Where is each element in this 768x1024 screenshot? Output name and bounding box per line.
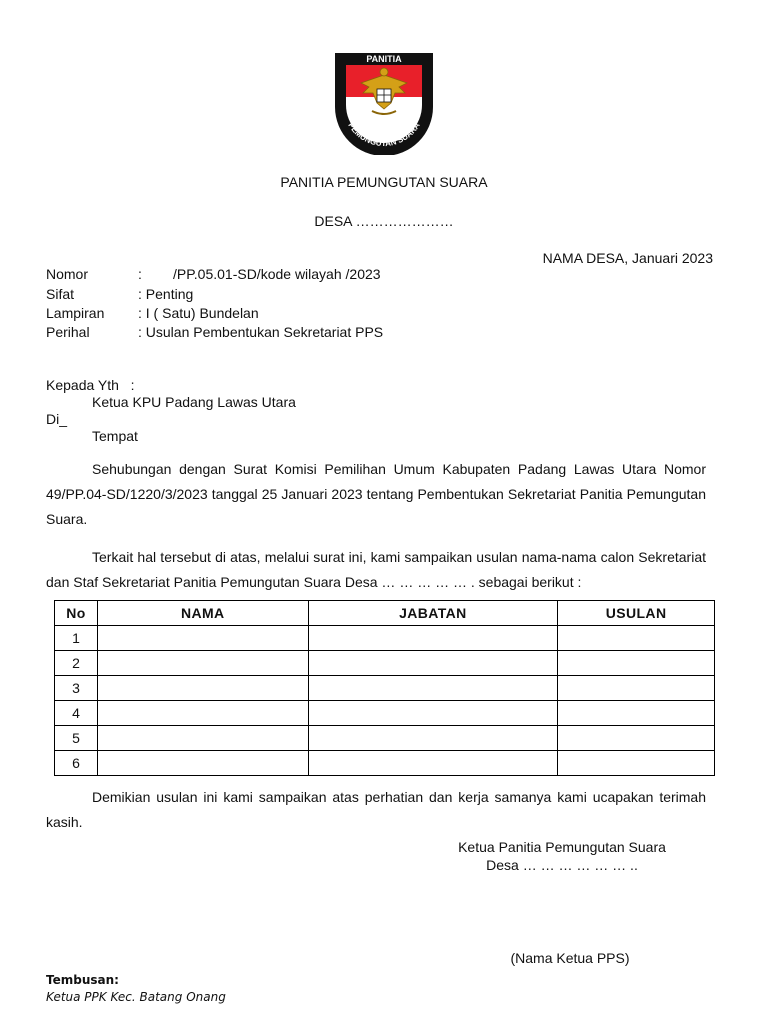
recipient-label: Kepada Yth : xyxy=(46,377,135,393)
cell-no: 5 xyxy=(55,726,98,751)
cell-jabatan xyxy=(308,726,558,751)
cell-no: 4 xyxy=(55,701,98,726)
header-no: No xyxy=(55,601,98,626)
table-row xyxy=(55,751,715,776)
proposal-table xyxy=(54,600,715,776)
cell-usulan xyxy=(558,726,715,751)
table-header-row xyxy=(55,601,715,626)
paragraph-proposal xyxy=(46,545,706,595)
meta-value-lampiran: : I ( Satu) Bundelan xyxy=(138,305,259,321)
recipient-name: Ketua KPU Padang Lawas Utara xyxy=(92,394,296,410)
meta-value-nomor: : /PP.05.01-SD/kode wilayah /2023 xyxy=(138,266,381,282)
cell-jabatan xyxy=(308,751,558,776)
table-row xyxy=(55,701,715,726)
cell-usulan xyxy=(558,676,715,701)
pps-logo xyxy=(331,45,437,155)
paragraph-closing-text: Demikian usulan ini kami sampaikan atas perhatian dan kerja samanya kami ucapakan terimah kasih. xyxy=(46,789,706,830)
signature-title: Ketua Panitia Pemungutan Suara xyxy=(458,839,666,855)
place-date: NAMA DESA, Januari 2023 xyxy=(542,250,713,266)
cell-jabatan xyxy=(308,626,558,651)
cell-jabatan xyxy=(308,651,558,676)
cell-nama xyxy=(97,626,308,651)
cc-item: Ketua PPK Kec. Batang Onang xyxy=(46,990,226,1004)
cc-title: Tembusan: xyxy=(46,973,119,987)
cell-usulan xyxy=(558,651,715,676)
meta-value-perihal: : Usulan Pembentukan Sekretariat PPS xyxy=(138,324,384,340)
cell-nama xyxy=(97,701,308,726)
signature-name: (Nama Ketua PPS) xyxy=(510,950,630,966)
recipient-place: Tempat xyxy=(92,428,138,444)
table-row xyxy=(55,626,715,651)
organization-name: PANITIA PEMUNGUTAN SUARA xyxy=(280,174,488,190)
table-row xyxy=(55,651,715,676)
table-row xyxy=(55,726,715,751)
cell-usulan xyxy=(558,701,715,726)
meta-label-perihal: Perihal xyxy=(46,324,90,340)
cell-no: 2 xyxy=(55,651,98,676)
meta-label-lampiran: Lampiran xyxy=(46,305,105,321)
paragraph-reference xyxy=(46,457,706,532)
header-nama: NAMA xyxy=(97,601,308,626)
cell-usulan xyxy=(558,626,715,651)
meta-value-sifat: : Penting xyxy=(138,286,194,302)
cell-jabatan xyxy=(308,701,558,726)
cell-nama xyxy=(97,651,308,676)
logo-arc-text: PEMUNGUTAN SUARA xyxy=(346,120,422,149)
cell-no: 1 xyxy=(55,626,98,651)
cell-jabatan xyxy=(308,676,558,701)
cell-no: 6 xyxy=(55,751,98,776)
cell-no: 3 xyxy=(55,676,98,701)
village-heading: DESA ………………… xyxy=(314,213,454,229)
cell-nama xyxy=(97,676,308,701)
paragraph-proposal-text: Terkait hal tersebut di atas, melalui surat ini, kami sampaikan usulan nama-nama calon Sekretariat dan Staf Sekretariat Panitia Pemungutan Suara Desa … … … … … . sebagai berikut : xyxy=(46,549,706,590)
signature-village: Desa … … … … … … .. xyxy=(486,857,638,873)
meta-label-sifat: Sifat xyxy=(46,286,75,302)
paragraph-reference-text: Sehubungan dengan Surat Komisi Pemilihan Umum Kabupaten Padang Lawas Utara Nomor 49/PP.04-SD/1220/3/2023 tanggal 25 Januari 2023 tentang Pembentukan Sekretariat Panitia Pemungutan Suara. xyxy=(46,461,706,527)
cell-nama xyxy=(97,726,308,751)
meta-label-nomor: Nomor xyxy=(46,266,89,282)
logo-top-text: PANITIA xyxy=(366,54,402,64)
header-usulan: USULAN xyxy=(558,601,715,626)
cell-nama xyxy=(97,751,308,776)
table-row xyxy=(55,676,715,701)
recipient-di: Di_ xyxy=(46,411,68,427)
cell-usulan xyxy=(558,751,715,776)
paragraph-closing xyxy=(46,785,706,835)
header-jabatan: JABATAN xyxy=(308,601,558,626)
